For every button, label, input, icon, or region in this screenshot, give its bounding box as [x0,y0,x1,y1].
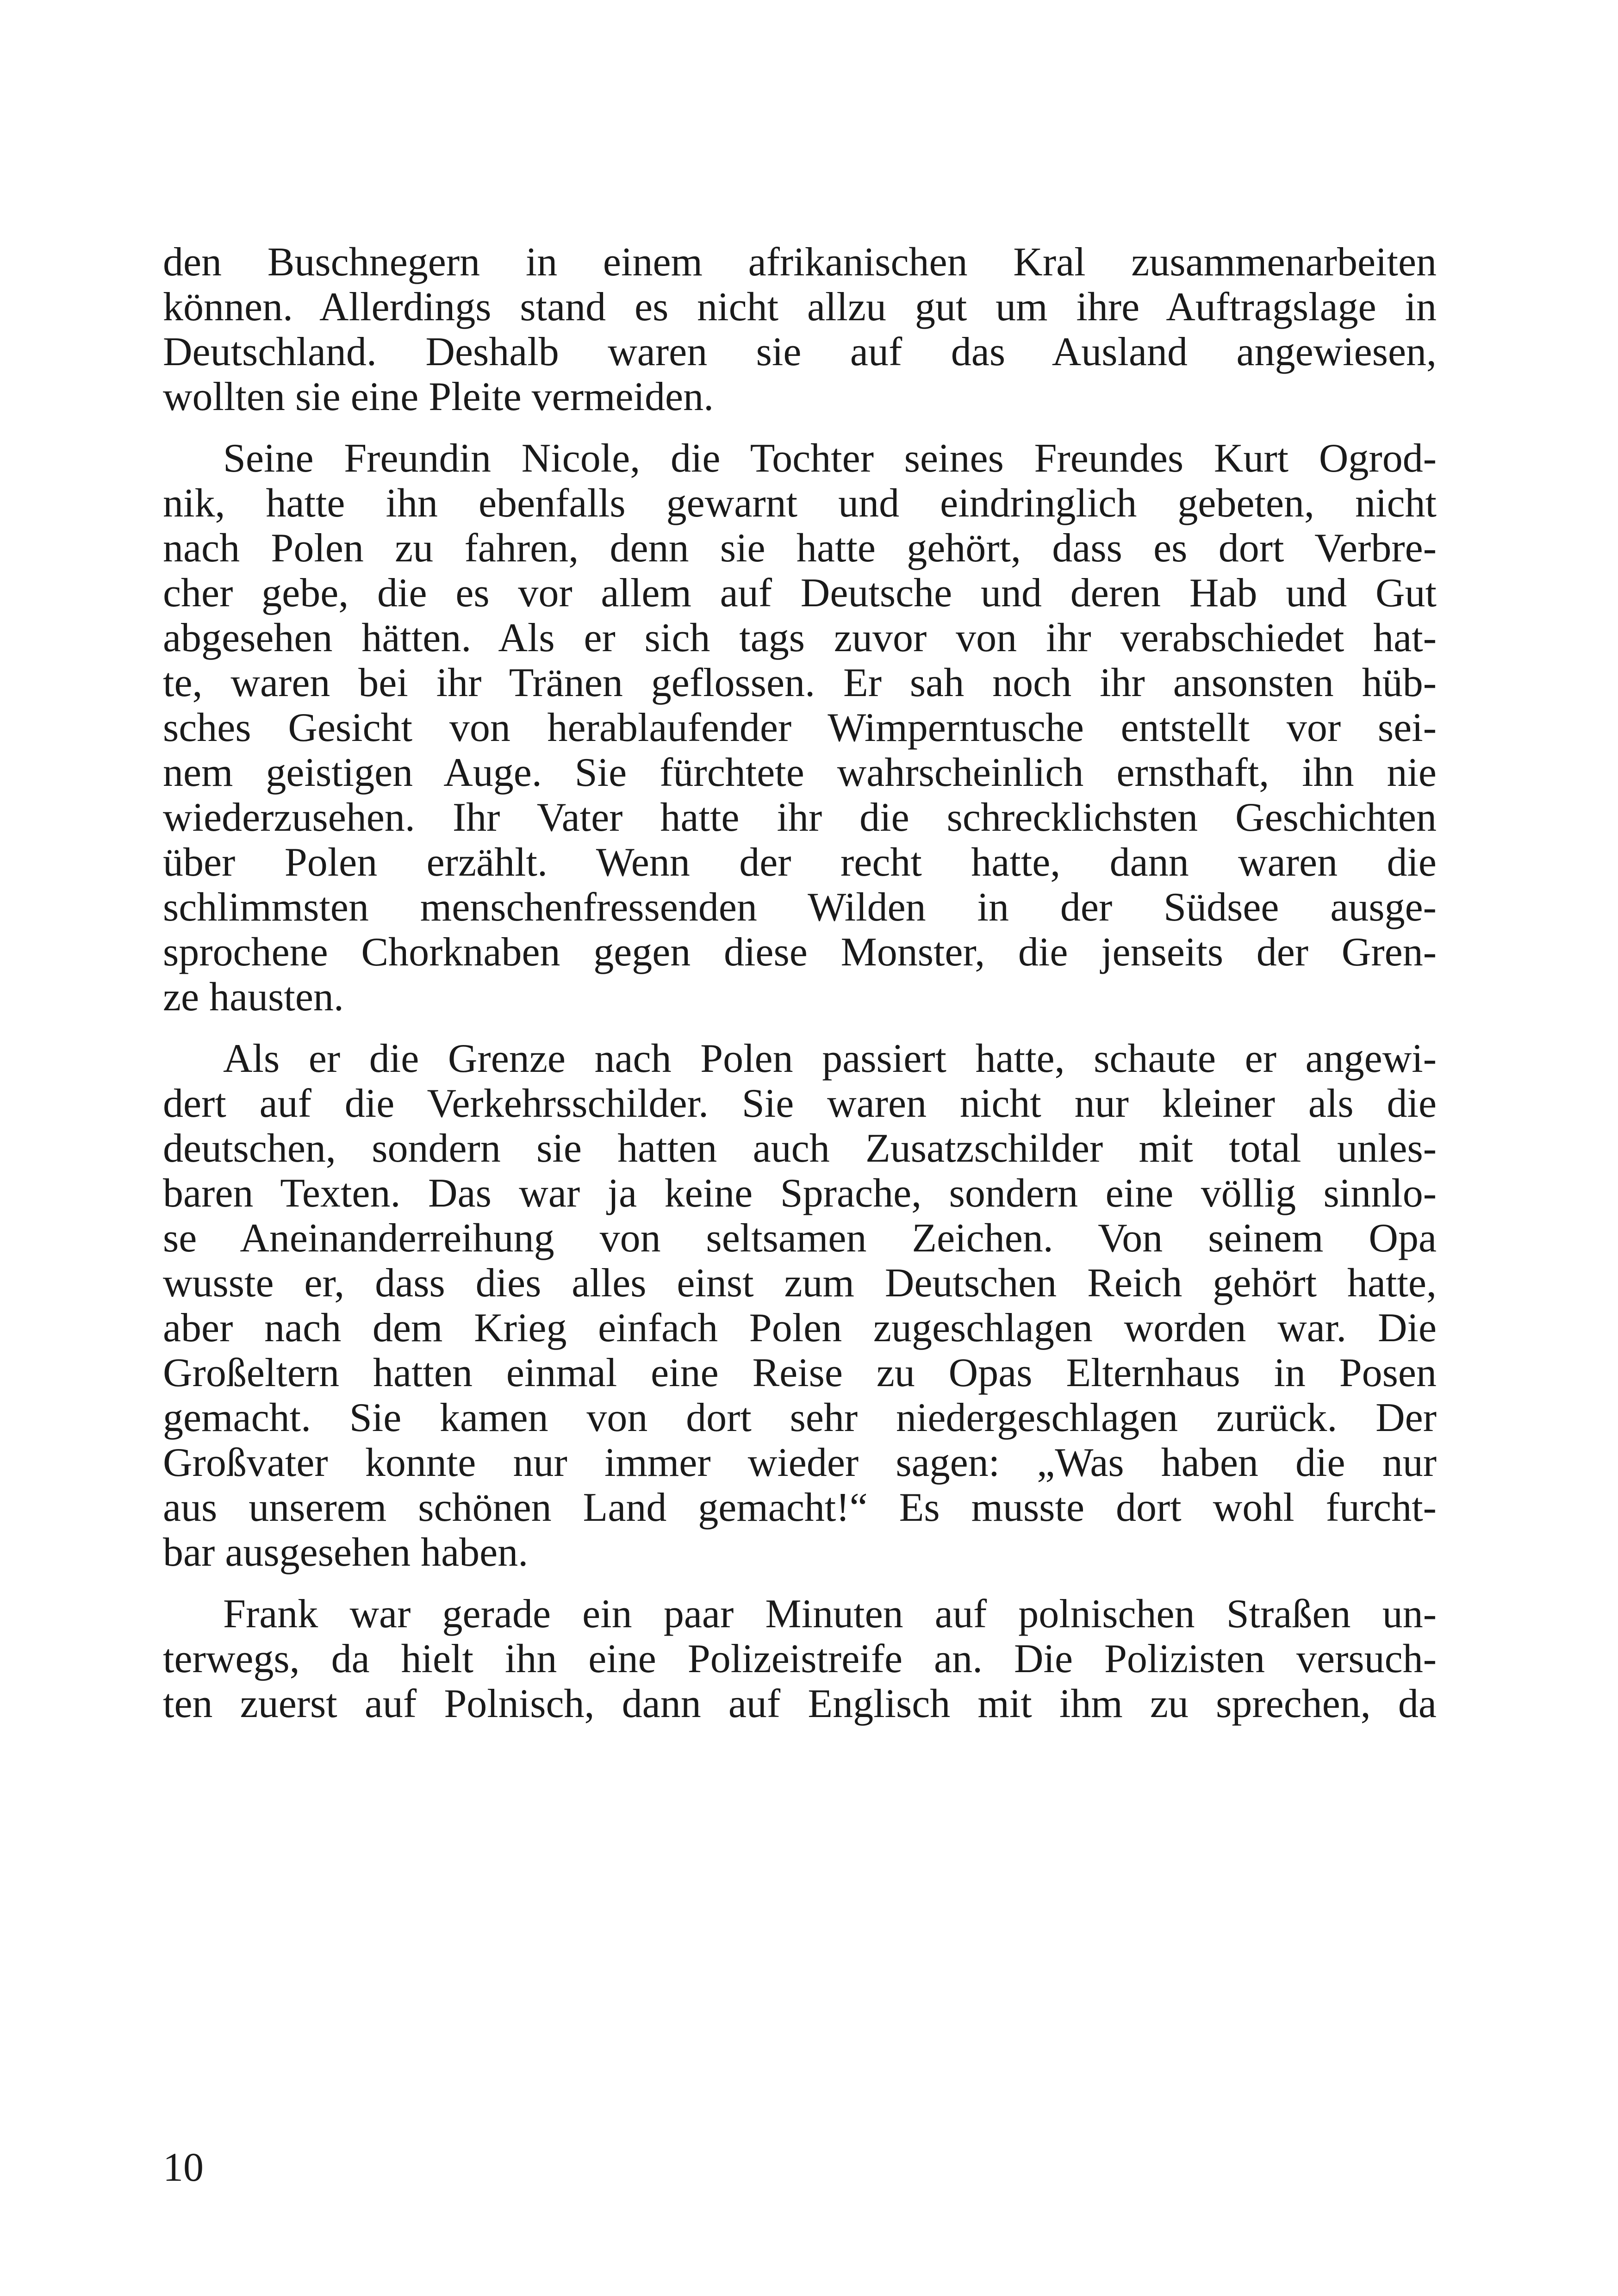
text-line: baren Texten. Das war ja keine Sprache, sondern eine völlig sinnlo- [163,1171,1437,1216]
text-line: aus unserem schönen Land gemacht!“ Es musste dort wohl furcht- [163,1485,1437,1530]
text-line: gemacht. Sie kamen von dort sehr niedergeschlagen zurück. Der [163,1395,1437,1440]
text-line: se Aneinanderreihung von seltsamen Zeichen. Von seinem Opa [163,1216,1437,1261]
text-line: sprochene Chorknaben gegen diese Monster, die jenseits der Gren- [163,930,1437,975]
text-line: cher gebe, die es vor allem auf Deutsche und deren Hab und Gut [163,571,1437,616]
paragraph-1 [163,240,1437,419]
paragraph-4 [163,1592,1437,1726]
text-line: te, waren bei ihr Tränen geflossen. Er sah noch ihr ansonsten hüb- [163,660,1437,705]
text-line: wiederzusehen. Ihr Vater hatte ihr die schrecklichsten Geschichten [163,795,1437,840]
text-line: dert auf die Verkehrsschilder. Sie waren nicht nur kleiner als die [163,1081,1437,1126]
text-line: nem geistigen Auge. Sie fürchtete wahrscheinlich ernsthaft, ihn nie [163,750,1437,795]
text-line: Deutschland. Deshalb waren sie auf das Ausland angewiesen, [163,330,1437,374]
text-line: Als er die Grenze nach Polen passiert hatte, schaute er angewi- [223,1036,1437,1081]
text-line: Frank war gerade ein paar Minuten auf polnischen Straßen un- [223,1592,1437,1636]
text-line: nach Polen zu fahren, denn sie hatte gehört, dass es dort Verbre- [163,526,1437,571]
page-number: 10 [163,2145,204,2190]
text-line: wollten sie eine Pleite vermeiden. [163,374,714,419]
text-line: ze hausten. [163,975,344,1020]
body-text [163,240,1437,1743]
text-line: den Buschnegern in einem afrikanischen Kral zusammenarbeiten [163,240,1437,285]
paragraph-3 [163,1036,1437,1575]
text-line: nik, hatte ihn ebenfalls gewarnt und eindringlich gebeten, nicht [163,481,1437,526]
text-line: aber nach dem Krieg einfach Polen zugeschlagen worden war. Die [163,1306,1437,1350]
text-line: über Polen erzählt. Wenn der recht hatte, dann waren die [163,840,1437,885]
text-line: sches Gesicht von herablaufender Wimperntusche entstellt vor sei- [163,705,1437,750]
text-line: wusste er, dass dies alles einst zum Deutschen Reich gehört hatte, [163,1261,1437,1306]
text-line: ten zuerst auf Polnisch, dann auf Englisch mit ihm zu sprechen, da [163,1681,1437,1726]
text-line: können. Allerdings stand es nicht allzu gut um ihre Auftragslage in [163,285,1437,330]
text-line: bar ausgesehen haben. [163,1530,529,1575]
text-line: Seine Freundin Nicole, die Tochter seines Freundes Kurt Ogrod- [223,436,1437,481]
text-line: abgesehen hätten. Als er sich tags zuvor von ihr verabschiedet hat- [163,616,1437,660]
text-line: Großeltern hatten einmal eine Reise zu Opas Elternhaus in Posen [163,1350,1437,1395]
text-line: terwegs, da hielt ihn eine Polizeistreife an. Die Polizisten versuch- [163,1636,1437,1681]
paragraph-2 [163,436,1437,1020]
text-line: schlimmsten menschenfressenden Wilden in der Südsee ausge- [163,885,1437,930]
text-line: deutschen, sondern sie hatten auch Zusatzschilder mit total unles- [163,1126,1437,1171]
text-line: Großvater konnte nur immer wieder sagen: „Was haben die nur [163,1440,1437,1485]
